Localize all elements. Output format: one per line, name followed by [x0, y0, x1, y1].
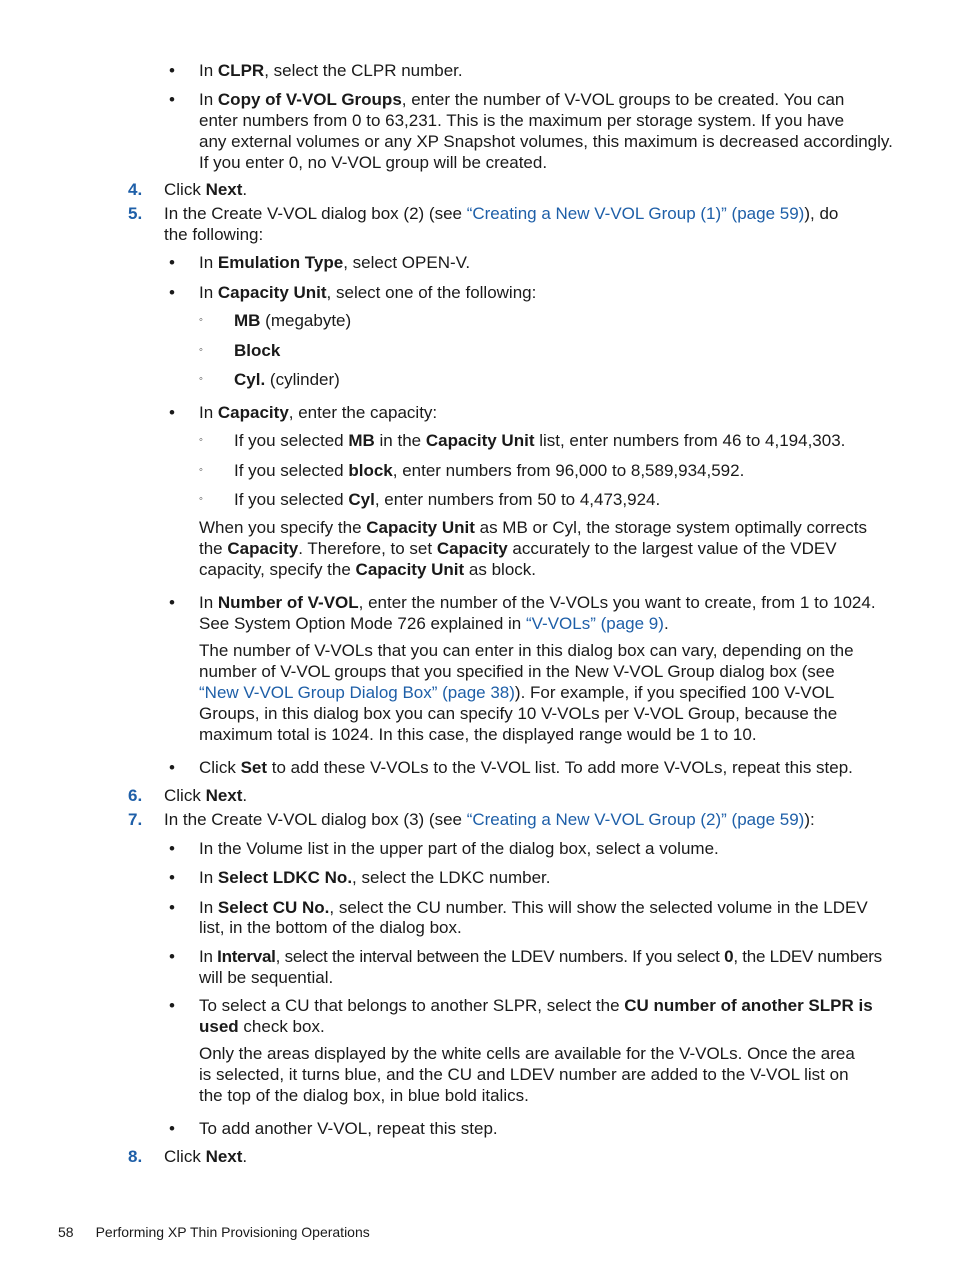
select-cu-item: In Select CU No., select the CU number. This will show the selected volume in the LDEV	[199, 898, 868, 917]
capacity-note-line-2: the Capacity. Therefore, to set Capacity accurately to the largest value of the VDEV	[199, 539, 837, 558]
white-cells-note-line-2: is selected, it turns blue, and the CU and LDEV number are added to the V-VOL list on	[199, 1065, 849, 1084]
volume-list-item: In the Volume list in the upper part of the dialog box, select a volume.	[199, 839, 719, 858]
vvol-range-para-line-4: Groups, in this dialog box you can specify 10 V-VOLs per V-VOL Group, because the	[199, 704, 838, 723]
bullet-marker: •	[169, 996, 175, 1015]
unit-block-item: Block	[234, 341, 281, 360]
page-number: 58	[58, 1224, 74, 1240]
bullet-marker: •	[169, 593, 175, 612]
emulation-type-item: In Emulation Type, select OPEN-V.	[199, 253, 471, 272]
bullet-marker: •	[169, 61, 175, 80]
vvol-range-para-line-1: The number of V-VOLs that you can enter in this dialog box can vary, depending on the	[199, 641, 854, 660]
bullet-marker: •	[169, 253, 175, 272]
click-set-item: Click Set to add these V-VOLs to the V-VOL list. To add more V-VOLs, repeat this step.	[199, 758, 853, 777]
capacity-unit-item: In Capacity Unit, select one of the following:	[199, 283, 537, 302]
step-5-number: 5.	[128, 204, 143, 223]
unit-cyl-item: Cyl. (cylinder)	[234, 370, 340, 389]
footer-title: Performing XP Thin Provisioning Operations	[95, 1224, 370, 1240]
sub-bullet-marker: ◦	[199, 344, 203, 356]
white-cells-note-line-1: Only the areas displayed by the white cells are available for the V-VOLs. Once the area	[199, 1044, 855, 1063]
bullet-marker: •	[169, 868, 175, 887]
creating-vvol-group-2-link[interactable]: “Creating a New V-VOL Group (2)” (page 59)	[466, 810, 805, 829]
interval-line-2: will be sequential.	[199, 968, 334, 987]
bullet-marker: •	[169, 839, 175, 858]
step-7-text: In the Create V-VOL dialog box (3) (see “Creating a New V-VOL Group (2)” (page 59)):	[164, 810, 815, 829]
step-6-number: 6.	[128, 786, 143, 805]
capacity-block-range: If you selected block, enter numbers from 96,000 to 8,589,934,592.	[234, 461, 745, 480]
other-slpr-line-2: used check box.	[199, 1017, 325, 1036]
vvols-page-link[interactable]: “V-VOLs” (page 9)	[525, 614, 664, 633]
select-cu-line-2: list, in the bottom of the dialog box.	[199, 918, 462, 937]
bullet-marker: •	[169, 898, 175, 917]
capacity-cyl-range: If you selected Cyl, enter numbers from 50 to 4,473,924.	[234, 490, 661, 509]
number-of-vvol-line-2: See System Option Mode 726 explained in “V-VOLs” (page 9).	[199, 614, 669, 633]
add-another-vvol-item: To add another V-VOL, repeat this step.	[199, 1119, 498, 1138]
copy-vvol-line-2: enter numbers from 0 to 63,231. This is the maximum per storage system. If you have	[199, 111, 845, 130]
other-slpr-item: To select a CU that belongs to another SLPR, select the CU number of another SLPR is	[199, 996, 873, 1015]
select-ldkc-item: In Select LDKC No., select the LDKC number.	[199, 868, 551, 887]
bullet-marker: •	[169, 947, 175, 966]
capacity-note-line-1: When you specify the Capacity Unit as MB or Cyl, the storage system optimally corrects	[199, 518, 867, 537]
step-6-text: Click Next.	[164, 786, 248, 805]
capacity-note-line-3: capacity, specify the Capacity Unit as block.	[199, 560, 536, 579]
sub-bullet-marker: ◦	[199, 314, 203, 326]
bullet-marker: •	[169, 403, 175, 422]
unit-mb-item: MB (megabyte)	[234, 311, 352, 330]
capacity-mb-range: If you selected MB in the Capacity Unit list, enter numbers from 46 to 4,194,303.	[234, 431, 846, 450]
interval-item: In Interval, select the interval between the LDEV numbers. If you select 0, the LDEV numbers	[199, 947, 882, 966]
page-footer	[58, 1222, 370, 1242]
white-cells-note-line-3: the top of the dialog box, in blue bold italics.	[199, 1086, 529, 1105]
step-4-text: Click Next.	[164, 180, 248, 199]
sub-bullet-marker: ◦	[199, 373, 203, 385]
sub-bullet-marker: ◦	[199, 493, 203, 505]
sub-bullet-marker: ◦	[199, 464, 203, 476]
bullet-marker: •	[169, 90, 175, 109]
step-5-text: In the Create V-VOL dialog box (2) (see “Creating a New V-VOL Group (1)” (page 59)), do	[164, 204, 839, 223]
new-vvol-group-dialog-link[interactable]: “New V-VOL Group Dialog Box” (page 38)	[199, 683, 515, 702]
vvol-range-para-line-3: “New V-VOL Group Dialog Box” (page 38)). For example, if you specified 100 V-VOL	[199, 683, 835, 702]
capacity-item: In Capacity, enter the capacity:	[199, 403, 438, 422]
bullet-marker: •	[169, 283, 175, 302]
step-5-line-2: the following:	[164, 225, 264, 244]
bullet-marker: •	[169, 1119, 175, 1138]
sub-bullet-marker: ◦	[199, 434, 203, 446]
step-8-number: 8.	[128, 1147, 143, 1166]
bullet-marker: •	[169, 758, 175, 777]
copy-vvol-item: In Copy of V-VOL Groups, enter the number of V-VOL groups to be created. You can	[199, 90, 845, 109]
vvol-range-para-line-5: maximum total is 1024. In this case, the displayed range would be 1 to 10.	[199, 725, 757, 744]
copy-vvol-line-3: any external volumes or any XP Snapshot volumes, this maximum is decreased accordingly.	[199, 132, 893, 151]
step-8-text: Click Next.	[164, 1147, 248, 1166]
number-of-vvol-item: In Number of V-VOL, enter the number of the V-VOLs you want to create, from 1 to 1024.	[199, 593, 876, 612]
clpr-item: In CLPR, select the CLPR number.	[199, 61, 463, 80]
vvol-range-para-line-2: number of V-VOL groups that you specified in the New V-VOL Group dialog box (see	[199, 662, 835, 681]
step-7-number: 7.	[128, 810, 143, 829]
step-4-number: 4.	[128, 180, 143, 199]
creating-vvol-group-1-link[interactable]: “Creating a New V-VOL Group (1)” (page 59)	[466, 204, 805, 223]
copy-vvol-line-4: If you enter 0, no V-VOL group will be created.	[199, 153, 548, 172]
